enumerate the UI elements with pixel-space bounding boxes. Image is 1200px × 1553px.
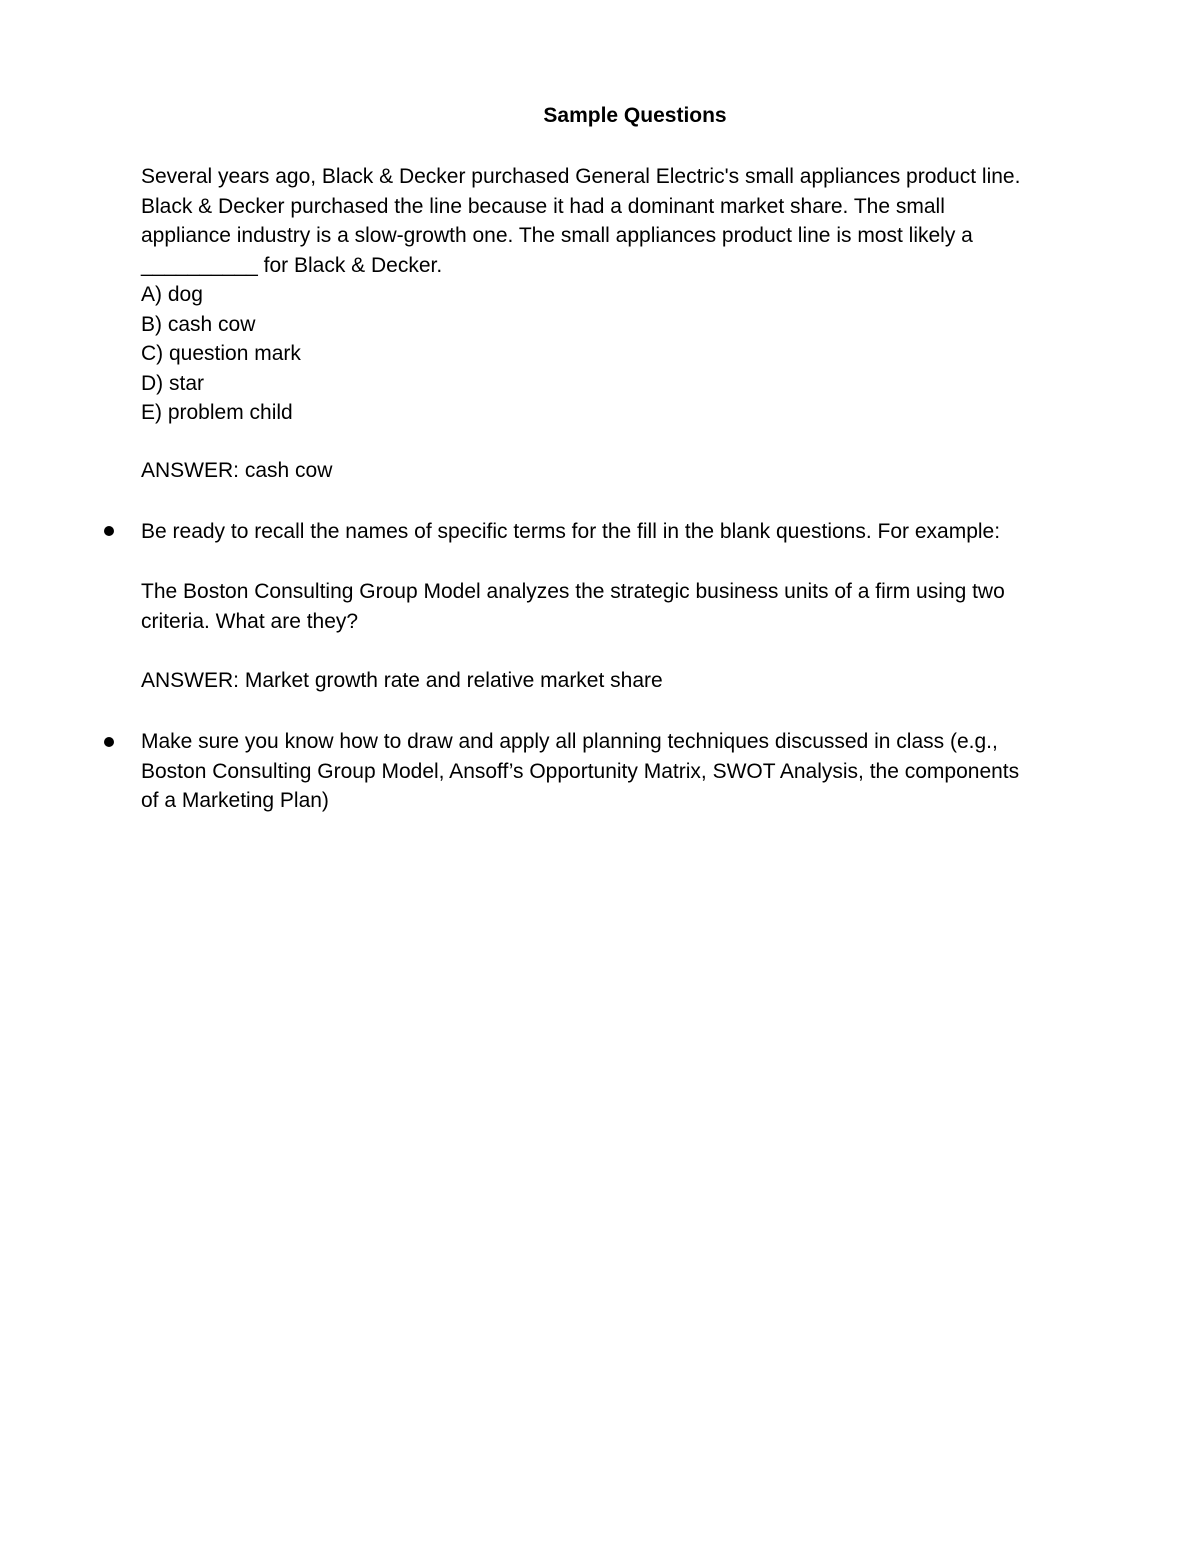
question-answer: ANSWER: cash cow [141, 459, 333, 482]
example-answer: ANSWER: Market growth rate and relative market share [141, 669, 663, 692]
answer-option: A) dog [141, 283, 203, 306]
bullet-line: of a Marketing Plan) [141, 789, 329, 812]
example-line: criteria. What are they? [141, 609, 359, 633]
example-question [141, 577, 1151, 636]
bullet-text [141, 727, 1151, 816]
answer-option: C) question mark [141, 342, 301, 365]
answer-option: B) cash cow [141, 312, 256, 336]
answer-option: D) star [141, 371, 204, 395]
question-paragraph [141, 162, 1151, 428]
question-line: appliance industry is a slow-growth one. The small appliances product line is most likely a [141, 224, 973, 247]
question-line: Black & Decker purchased the line because it had a dominant market share. The small [141, 194, 945, 218]
question-line: Several years ago, Black & Decker purchased General Electric's small appliances product line. [141, 165, 1021, 188]
bullet-line: Make sure you know how to draw and apply all planning techniques discussed in class (e.g., [141, 730, 998, 753]
question-line: __________ for Black & Decker. [141, 253, 443, 277]
answer-option: E) problem child [141, 401, 293, 424]
bullet-icon [104, 526, 114, 536]
bullet-line: Boston Consulting Group Model, Ansoff’s Opportunity Matrix, SWOT Analysis, the components [141, 759, 1020, 783]
page-title: Sample Questions [543, 104, 727, 127]
bullet-text: Be ready to recall the names of specific terms for the fill in the blank questions. For example: [141, 520, 1001, 543]
example-line: The Boston Consulting Group Model analyzes the strategic business units of a firm using two [141, 580, 1005, 603]
bullet-icon [104, 737, 114, 747]
